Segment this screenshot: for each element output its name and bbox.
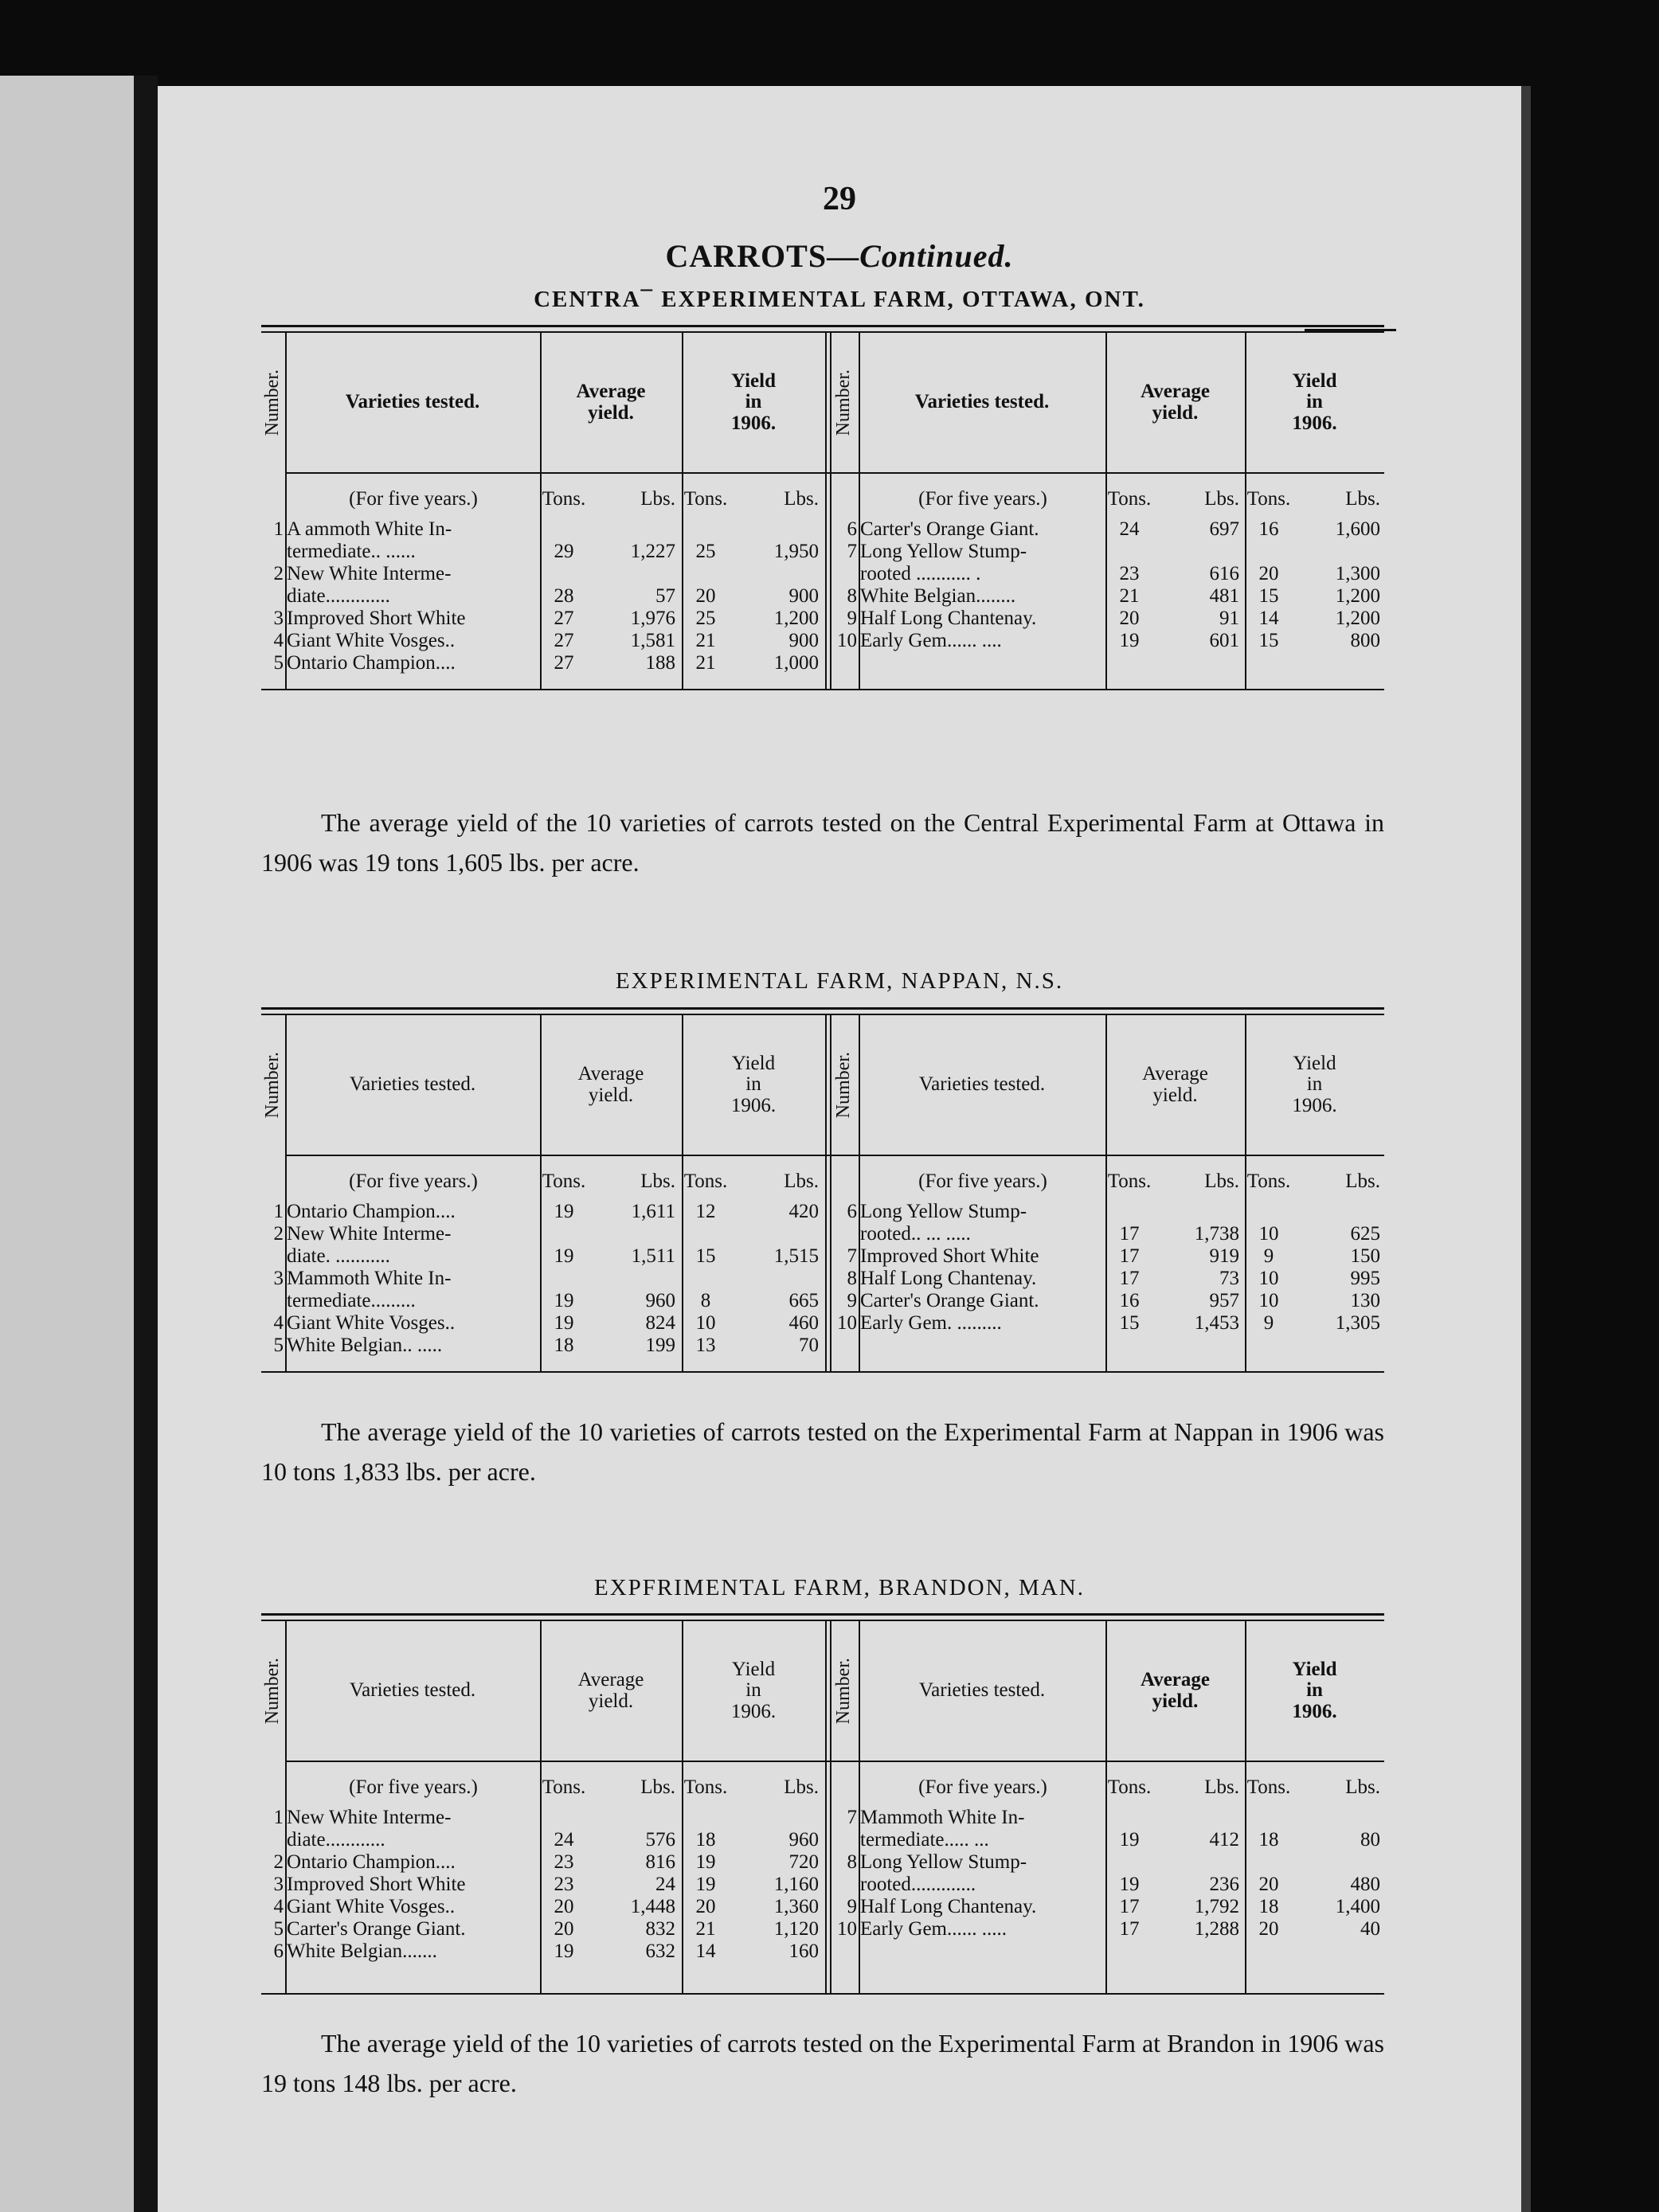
yield-tons: 15 — [1258, 630, 1279, 651]
yield-lbs: 1,360 — [773, 1896, 819, 1917]
variety-name: Ontario Champion.... — [287, 1851, 456, 1873]
variety-name: Early Gem. ......... — [860, 1312, 1002, 1334]
average-lbs: 616 — [1209, 563, 1239, 584]
average-lbs: 1,792 — [1194, 1896, 1239, 1917]
column-subheader: Tons. — [683, 1776, 728, 1798]
yield-tons: 19 — [695, 1851, 716, 1873]
yield-lbs: 1,200 — [773, 608, 819, 629]
header-number: Number. — [262, 369, 284, 436]
header-varieties: Varieties tested. — [345, 391, 480, 413]
variety-name: A ammoth White In- — [287, 518, 452, 540]
yield-lbs: 70 — [799, 1335, 819, 1356]
average-lbs: 1,581 — [630, 630, 675, 651]
yield-lbs: 1,515 — [773, 1245, 819, 1267]
variety-name: White Belgian.. ..... — [287, 1335, 443, 1356]
variety-name: Early Gem...... ..... — [860, 1918, 1007, 1940]
variety-name: Carter's Orange Giant. — [860, 1290, 1039, 1311]
yield-tons: 25 — [695, 541, 716, 562]
table-row — [261, 1268, 1384, 1290]
column-subheader: Lbs. — [1204, 488, 1239, 510]
yield-tons: 8 — [700, 1290, 711, 1311]
yield-tons: 14 — [695, 1940, 716, 1962]
table-header — [261, 1015, 1384, 1155]
farm-heading-ottawa: CENTRA¯ EXPERIMENTAL FARM, OTTAWA, ONT. — [534, 287, 1145, 312]
variety-name: rooted ........... . — [860, 563, 981, 584]
variety-number: 4 — [273, 630, 284, 651]
table-row — [261, 630, 1384, 652]
variety-name: New White Interme- — [287, 1223, 452, 1245]
header-number-right: Number. — [833, 1657, 855, 1725]
header-yield-right: Yield in 1906. — [1292, 370, 1337, 434]
column-subheader-row — [261, 1776, 1384, 1799]
header-number: Number. — [262, 1657, 284, 1725]
yield-tons: 16 — [1258, 518, 1279, 540]
average-tons: 20 — [554, 1918, 574, 1940]
variety-name: Long Yellow Stump- — [860, 1851, 1027, 1873]
variety-number: 2 — [273, 1223, 284, 1245]
variety-number: 6 — [847, 1201, 857, 1222]
variety-number: 8 — [847, 1268, 857, 1289]
variety-name: diate............ — [287, 1829, 385, 1850]
variety-name: Improved Short White — [287, 1874, 466, 1895]
column-subheader: (For five years.) — [918, 1776, 1047, 1798]
variety-name: New White Interme- — [287, 1807, 452, 1828]
table-row — [261, 1290, 1384, 1312]
average-tons: 29 — [554, 541, 574, 562]
variety-name: diate............. — [287, 585, 390, 607]
average-lbs: 576 — [645, 1829, 675, 1850]
variety-number: 5 — [273, 1335, 284, 1356]
variety-name: Half Long Chantenay. — [860, 608, 1037, 629]
column-subheader: Lbs. — [1345, 1170, 1380, 1192]
yield-tons: 25 — [695, 608, 716, 629]
yield-table-nappan — [261, 1007, 1384, 1373]
average-tons: 15 — [1119, 1312, 1140, 1334]
average-lbs: 697 — [1209, 518, 1239, 540]
variety-number: 9 — [847, 1290, 857, 1311]
average-tons: 17 — [1119, 1223, 1140, 1245]
yield-lbs: 625 — [1350, 1223, 1380, 1245]
average-lbs: 824 — [645, 1312, 675, 1334]
yield-tons: 10 — [695, 1312, 716, 1334]
variety-number: 4 — [273, 1312, 284, 1334]
table-row — [261, 652, 1384, 674]
column-subheader: (For five years.) — [349, 1776, 478, 1798]
page-title — [158, 237, 1521, 275]
table-row — [261, 1201, 1384, 1223]
table-row — [261, 1807, 1384, 1829]
table-row — [261, 1245, 1384, 1268]
column-subheader: Lbs. — [1345, 1776, 1380, 1798]
variety-name: Carter's Orange Giant. — [287, 1918, 466, 1940]
yield-tons: 9 — [1263, 1245, 1274, 1267]
yield-tons: 19 — [695, 1874, 716, 1895]
column-subheader: Tons. — [1107, 1776, 1152, 1798]
header-varieties-right: Varieties tested. — [918, 1073, 1046, 1096]
header-varieties: Varieties tested. — [349, 1679, 476, 1702]
summary-ottawa: The average yield of the 10 varieties of carrots tested on the Central Experimental Farm at Ottawa in 1906 was 19 tons 1,605 lbs. per acre. — [261, 808, 1384, 877]
column-subheader: Lbs. — [784, 488, 819, 510]
table-row — [261, 1918, 1384, 1940]
variety-number: 6 — [273, 1940, 284, 1962]
variety-number: 4 — [273, 1896, 284, 1917]
variety-name: Mammoth White In- — [860, 1807, 1025, 1828]
column-subheader: (For five years.) — [918, 1170, 1047, 1192]
table-header — [261, 1621, 1384, 1761]
variety-number: 5 — [273, 1918, 284, 1940]
header-yield-right: Yield in 1906. — [1292, 1053, 1337, 1116]
column-subheader: Lbs. — [1345, 488, 1380, 510]
table-body — [261, 474, 1384, 689]
column-subheader: Lbs. — [784, 1776, 819, 1798]
column-subheader: Tons. — [542, 1776, 586, 1798]
header-yield: Yield in 1906. — [730, 1053, 777, 1116]
header-varieties-right: Varieties tested. — [918, 1679, 1046, 1702]
column-subheader: Tons. — [542, 488, 586, 510]
column-subheader: Tons. — [1246, 1776, 1291, 1798]
average-tons: 27 — [554, 652, 574, 674]
yield-lbs: 80 — [1360, 1829, 1380, 1850]
header-number: Number. — [262, 1051, 284, 1119]
summary-brandon: The average yield of the 10 varieties of carrots tested on the Experimental Farm at Brandon in 1906 was 19 tons 148 lbs. per acre. — [261, 2029, 1384, 2097]
yield-tons: 20 — [1258, 1874, 1279, 1895]
average-lbs: 1,511 — [631, 1245, 675, 1267]
column-subheader: Lbs. — [784, 1170, 819, 1192]
column-subheader: Tons. — [683, 1170, 728, 1192]
average-tons: 23 — [554, 1851, 574, 1873]
average-lbs: 91 — [1219, 608, 1239, 629]
average-tons: 19 — [554, 1201, 574, 1222]
variety-name: Giant White Vosges.. — [287, 1896, 456, 1917]
yield-tons: 9 — [1263, 1312, 1274, 1334]
average-tons: 17 — [1119, 1245, 1140, 1267]
table-row — [261, 1940, 1384, 1963]
average-lbs: 957 — [1209, 1290, 1239, 1311]
variety-name: White Belgian....... — [287, 1940, 437, 1962]
column-subheader: Tons. — [1107, 488, 1152, 510]
average-lbs: 199 — [645, 1335, 675, 1356]
table-row — [261, 1851, 1384, 1874]
yield-table-brandon — [261, 1613, 1384, 1995]
table-body — [261, 1762, 1384, 1993]
variety-number: 1 — [273, 518, 284, 540]
variety-name: Ontario Champion.... — [287, 1201, 456, 1222]
average-lbs: 236 — [1209, 1874, 1239, 1895]
variety-name: Ontario Champion.... — [287, 652, 456, 674]
average-tons: 19 — [1119, 1829, 1140, 1850]
average-lbs: 1,227 — [630, 541, 675, 562]
variety-number: 9 — [847, 1896, 857, 1917]
average-tons: 20 — [554, 1896, 574, 1917]
header-average-right: Average yield. — [1141, 1669, 1210, 1712]
header-average: Average yield. — [576, 381, 646, 424]
yield-tons: 14 — [1258, 608, 1279, 629]
header-varieties-right: Varieties tested. — [914, 391, 1050, 413]
table-row — [261, 518, 1384, 541]
variety-number: 7 — [847, 1807, 857, 1828]
table-row — [261, 1896, 1384, 1918]
farm-heading-brandon: EXPFRIMENTAL FARM, BRANDON, MAN. — [594, 1575, 1085, 1600]
average-lbs: 1,976 — [630, 608, 675, 629]
variety-name: termediate.. ...... — [287, 541, 416, 562]
yield-lbs: 1,200 — [1335, 608, 1380, 629]
farm-heading-nappan: EXPERIMENTAL FARM, NAPPAN, N.S. — [615, 968, 1064, 994]
column-subheader: Tons. — [1107, 1170, 1152, 1192]
average-tons: 21 — [1119, 585, 1140, 607]
table-row — [261, 541, 1384, 563]
average-tons: 23 — [554, 1874, 574, 1895]
average-tons: 27 — [554, 608, 574, 629]
column-subheader: Lbs. — [1204, 1170, 1239, 1192]
header-average-right: Average yield. — [1142, 1063, 1208, 1106]
yield-tons: 18 — [695, 1829, 716, 1850]
yield-lbs: 1,600 — [1335, 518, 1380, 540]
variety-number: 7 — [847, 1245, 857, 1267]
average-lbs: 188 — [645, 652, 675, 674]
average-lbs: 481 — [1209, 585, 1239, 607]
table-row — [261, 608, 1384, 630]
average-lbs: 1,288 — [1194, 1918, 1239, 1940]
yield-lbs: 160 — [788, 1940, 819, 1962]
variety-name: Half Long Chantenay. — [860, 1896, 1037, 1917]
yield-table-ottawa — [261, 325, 1384, 690]
variety-name: rooted.. ... ..... — [860, 1223, 971, 1245]
average-tons: 19 — [1119, 630, 1140, 651]
average-lbs: 1,453 — [1194, 1312, 1239, 1334]
average-tons: 27 — [554, 630, 574, 651]
yield-tons: 20 — [695, 1896, 716, 1917]
average-lbs: 1,448 — [630, 1896, 675, 1917]
average-lbs: 24 — [655, 1874, 675, 1895]
adjacent-page-strip — [0, 76, 139, 2212]
table-header — [261, 333, 1384, 472]
yield-lbs: 420 — [788, 1201, 819, 1222]
average-tons: 24 — [1119, 518, 1140, 540]
variety-name: Giant White Vosges.. — [287, 1312, 456, 1334]
yield-lbs: 665 — [788, 1290, 819, 1311]
table-row — [261, 563, 1384, 585]
column-subheader: Tons. — [1246, 488, 1291, 510]
average-tons: 28 — [554, 585, 574, 607]
table-row — [261, 1335, 1384, 1357]
yield-lbs: 1,120 — [773, 1918, 819, 1940]
yield-tons: 20 — [1258, 1918, 1279, 1940]
column-subheader: Lbs. — [1204, 1776, 1239, 1798]
variety-name: diate. ........... — [287, 1245, 390, 1267]
yield-lbs: 1,000 — [773, 652, 819, 674]
table-row — [261, 1312, 1384, 1335]
yield-lbs: 960 — [788, 1829, 819, 1850]
yield-tons: 10 — [1258, 1223, 1279, 1245]
yield-lbs: 1,300 — [1335, 563, 1380, 584]
yield-tons: 20 — [695, 585, 716, 607]
variety-name: Improved Short White — [287, 608, 466, 629]
average-lbs: 832 — [645, 1918, 675, 1940]
book-spine — [134, 76, 158, 2212]
yield-lbs: 1,200 — [1335, 585, 1380, 607]
variety-number: 10 — [837, 630, 857, 651]
average-tons: 17 — [1119, 1918, 1140, 1940]
yield-tons: 10 — [1258, 1290, 1279, 1311]
column-subheader: (For five years.) — [349, 488, 478, 510]
variety-name: termediate..... ... — [860, 1829, 989, 1850]
yield-lbs: 800 — [1350, 630, 1380, 651]
average-tons: 19 — [554, 1245, 574, 1267]
average-tons: 24 — [554, 1829, 574, 1850]
variety-number: 7 — [847, 541, 857, 562]
yield-tons: 12 — [695, 1201, 716, 1222]
column-subheader-row — [261, 1170, 1384, 1193]
average-tons: 18 — [554, 1335, 574, 1356]
average-tons: 19 — [1119, 1874, 1140, 1895]
average-lbs: 1,738 — [1194, 1223, 1239, 1245]
yield-lbs: 460 — [788, 1312, 819, 1334]
average-lbs: 1,611 — [631, 1201, 675, 1222]
average-lbs: 601 — [1209, 630, 1239, 651]
yield-lbs: 1,400 — [1335, 1896, 1380, 1917]
variety-number: 5 — [273, 652, 284, 674]
variety-name: Improved Short White — [860, 1245, 1039, 1267]
variety-number: 3 — [273, 1874, 284, 1895]
column-subheader: (For five years.) — [349, 1170, 478, 1192]
variety-name: rooted............. — [860, 1874, 976, 1895]
variety-number: 6 — [847, 518, 857, 540]
table-body — [261, 1156, 1384, 1371]
average-lbs: 960 — [645, 1290, 675, 1311]
yield-lbs: 130 — [1350, 1290, 1380, 1311]
average-tons: 23 — [1119, 563, 1140, 584]
variety-number: 2 — [273, 563, 284, 584]
variety-number: 9 — [847, 608, 857, 629]
column-subheader: Lbs. — [640, 1776, 675, 1798]
header-average: Average yield. — [577, 1063, 644, 1106]
variety-name: Early Gem...... .... — [860, 630, 1002, 651]
yield-lbs: 480 — [1350, 1874, 1380, 1895]
document-page — [158, 86, 1521, 2212]
average-lbs: 816 — [645, 1851, 675, 1873]
variety-name: Half Long Chantenay. — [860, 1268, 1037, 1289]
variety-number: 8 — [847, 585, 857, 607]
yield-lbs: 150 — [1350, 1245, 1380, 1267]
column-subheader: Tons. — [542, 1170, 586, 1192]
variety-number: 8 — [847, 1851, 857, 1873]
yield-tons: 18 — [1258, 1896, 1279, 1917]
average-lbs: 632 — [645, 1940, 675, 1962]
variety-name: termediate......... — [287, 1290, 416, 1311]
average-tons: 17 — [1119, 1268, 1140, 1289]
table-row — [261, 1223, 1384, 1245]
variety-name: Long Yellow Stump- — [860, 1201, 1027, 1222]
header-number-right: Number. — [833, 1051, 855, 1119]
header-number-right: Number. — [833, 369, 855, 436]
variety-name: White Belgian........ — [860, 585, 1016, 607]
average-tons: 19 — [554, 1290, 574, 1311]
yield-lbs: 1,305 — [1335, 1312, 1380, 1334]
yield-lbs: 900 — [788, 585, 819, 607]
variety-number: 3 — [273, 608, 284, 629]
average-lbs: 412 — [1209, 1829, 1239, 1850]
variety-number: 10 — [837, 1312, 857, 1334]
column-subheader: Tons. — [1246, 1170, 1291, 1192]
average-tons: 19 — [554, 1940, 574, 1962]
variety-name: Long Yellow Stump- — [860, 541, 1027, 562]
yield-tons: 21 — [695, 630, 716, 651]
yield-lbs: 720 — [788, 1851, 819, 1873]
yield-tons: 21 — [695, 652, 716, 674]
yield-tons: 21 — [695, 1918, 716, 1940]
table-row — [261, 585, 1384, 608]
table-row — [261, 1829, 1384, 1851]
average-tons: 19 — [554, 1312, 574, 1334]
average-tons: 20 — [1119, 608, 1140, 629]
column-subheader: Lbs. — [640, 488, 675, 510]
header-varieties: Varieties tested. — [349, 1073, 476, 1096]
variety-number: 1 — [273, 1807, 284, 1828]
header-yield: Yield in 1906. — [730, 370, 777, 434]
title-main: CARROTS— — [665, 238, 860, 274]
yield-lbs: 1,160 — [773, 1874, 819, 1895]
average-lbs: 57 — [655, 585, 675, 607]
variety-name: Carter's Orange Giant. — [860, 518, 1039, 540]
page-edge — [1521, 86, 1531, 2212]
header-average: Average yield. — [577, 1669, 644, 1712]
header-yield-right: Yield in 1906. — [1292, 1659, 1337, 1722]
page-number: 29 — [823, 181, 856, 217]
header-average-right: Average yield. — [1141, 381, 1210, 424]
variety-name: Mammoth White In- — [287, 1268, 452, 1289]
table-row — [261, 1874, 1384, 1896]
yield-lbs: 995 — [1350, 1268, 1380, 1289]
column-subheader: Lbs. — [640, 1170, 675, 1192]
yield-tons: 15 — [1258, 585, 1279, 607]
variety-name: Giant White Vosges.. — [287, 630, 456, 651]
average-tons: 17 — [1119, 1896, 1140, 1917]
variety-number: 1 — [273, 1201, 284, 1222]
header-yield: Yield in 1906. — [730, 1659, 777, 1722]
average-tons: 16 — [1119, 1290, 1140, 1311]
column-subheader: (For five years.) — [918, 488, 1047, 510]
variety-number: 10 — [837, 1918, 857, 1940]
summary-nappan: The average yield of the 10 varieties of carrots tested on the Experimental Farm at Nappan in 1906 was 10 tons 1,833 lbs. per acre. — [261, 1417, 1384, 1486]
yield-tons: 18 — [1258, 1829, 1279, 1850]
yield-lbs: 40 — [1360, 1918, 1380, 1940]
average-lbs: 73 — [1219, 1268, 1239, 1289]
average-lbs: 919 — [1209, 1245, 1239, 1267]
yield-tons: 15 — [695, 1245, 716, 1267]
column-subheader: Tons. — [683, 488, 728, 510]
variety-number: 2 — [273, 1851, 284, 1873]
yield-tons: 10 — [1258, 1268, 1279, 1289]
title-continued: Continued. — [859, 238, 1014, 274]
yield-tons: 20 — [1258, 563, 1279, 584]
variety-name: New White Interme- — [287, 563, 452, 584]
yield-tons: 13 — [695, 1335, 716, 1356]
yield-lbs: 1,950 — [773, 541, 819, 562]
column-subheader-row — [261, 488, 1384, 510]
yield-lbs: 900 — [788, 630, 819, 651]
variety-number: 3 — [273, 1268, 284, 1289]
